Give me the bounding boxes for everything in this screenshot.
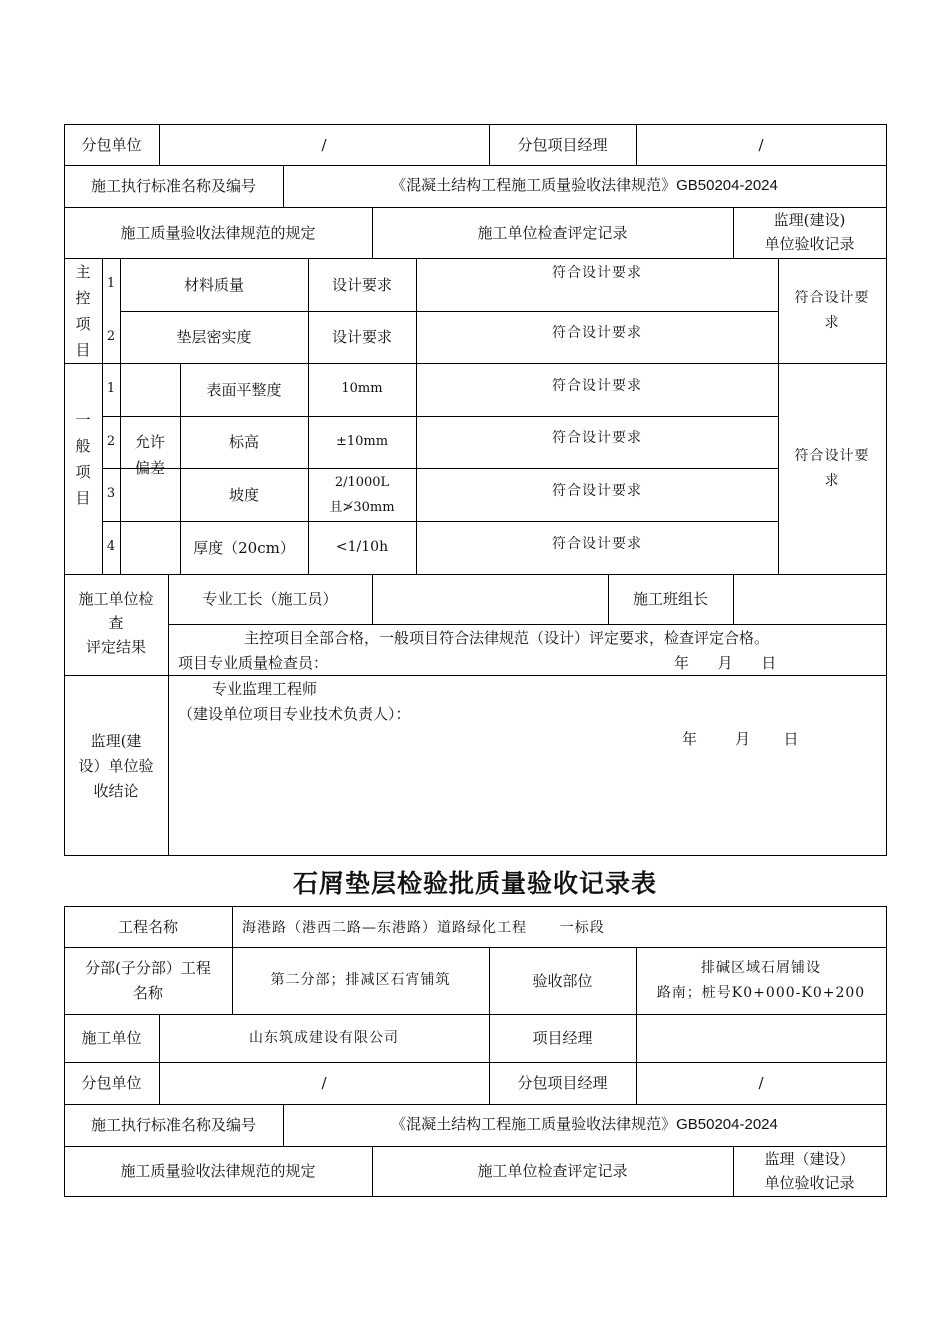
rule	[886, 906, 887, 1197]
date-1: 年 月 日	[674, 654, 777, 672]
main-item-req: 设计要求	[331, 328, 392, 346]
main-item-name: 垫层密实度	[176, 328, 252, 346]
date-2: 年 月 日	[682, 730, 799, 748]
rule	[886, 124, 887, 856]
check-result-label-line-1: 施工单位检	[78, 590, 154, 608]
tolerance-label	[120, 363, 180, 574]
general-item-no: 1	[106, 381, 116, 397]
header-record: 施工单位检查评定记录	[477, 1162, 628, 1180]
header-supervision-line-2: 单位验收记录	[764, 1174, 855, 1192]
general-item-record: 符合设计要求	[552, 483, 642, 499]
check-result-label-line-2: 查	[108, 614, 124, 632]
tolerance-label-line-2: 偏差	[134, 458, 165, 477]
general-items-label	[64, 363, 102, 574]
main-items-label	[64, 258, 102, 363]
general-item-no: 2	[106, 433, 116, 449]
general-items-label-char: 般	[75, 436, 91, 455]
main-item-no: 1	[106, 276, 116, 292]
main-supervision	[778, 286, 886, 336]
main-items-label-char: 主	[75, 262, 91, 281]
division-label	[64, 956, 232, 1006]
general-item-name: 表面平整度	[206, 380, 282, 399]
general-item-req: ±10mm	[335, 433, 389, 449]
construction-tech-lead: （建设单位项目专业技术负责人）：	[178, 705, 411, 723]
rule	[416, 258, 417, 574]
project-manager-value	[636, 1014, 886, 1062]
general-item-req: <1/10h	[335, 539, 389, 556]
general-item-name: 坡度	[228, 485, 259, 504]
general-items-label-char: 目	[75, 488, 91, 507]
acceptance-part-value-line-2: 路南；桩号K0+000-K0+200	[656, 985, 866, 1001]
check-result-label	[64, 587, 168, 659]
main-supervision-line-1: 符合设计要	[794, 290, 870, 306]
standard-label: 施工执行标准名称及编号	[90, 177, 256, 195]
standard-label: 施工执行标准名称及编号	[90, 1116, 256, 1134]
subcontract-manager-label: 分包项目经理	[517, 135, 608, 154]
main-items-label-char: 目	[75, 340, 91, 359]
general-item-req-line-2: 且≯30mm	[329, 500, 395, 515]
supervision-conclusion-label-line-1: 监理(建	[90, 732, 142, 750]
general-item-record: 符合设计要求	[552, 430, 642, 446]
general-supervision-line-2: 求	[824, 473, 840, 489]
standard-value: 《混凝土结构工程施工质量验收法律规范》GB50204-2024	[391, 177, 778, 194]
supervision-conclusion-label-line-2: 设）单位验	[78, 757, 154, 775]
subcontract-manager-value: /	[758, 135, 764, 154]
header-spec: 施工质量验收法律规范的规定	[120, 1162, 316, 1180]
subcontract-manager-value: /	[758, 1074, 764, 1092]
form-title: 石屑垫层检验批质量验收记录表	[292, 869, 657, 898]
acceptance-part-value	[636, 956, 886, 1006]
division-value: 第二分部；排减区石宵铺筑	[270, 972, 451, 989]
project-name-value: 海港路（港西二路—东港路）道路绿化工程 一标段	[242, 919, 605, 936]
subcontract-manager-label: 分包项目经理	[517, 1074, 608, 1092]
supervision-conclusion-label	[64, 729, 168, 804]
supervision-conclusion-label-line-3: 收结论	[93, 782, 139, 800]
general-item-name: 厚度（20cm）	[193, 538, 295, 557]
general-item-no: 4	[106, 539, 116, 555]
rule	[372, 574, 373, 624]
rule	[168, 624, 887, 625]
general-item-req: 10mm	[341, 381, 383, 397]
division-label-line-2: 名称	[132, 984, 163, 1002]
general-item-req-line-1: 2/1000L	[334, 475, 390, 490]
header-supervision-line-1: 监理（建设）	[764, 1150, 855, 1168]
main-item-req: 设计要求	[331, 275, 392, 294]
header-supervision-line-1: 监理(建设)	[773, 211, 846, 229]
subcontract-value: /	[321, 135, 327, 154]
tolerance-label-line-1: 允许	[134, 432, 165, 451]
subcontract-value: /	[321, 1074, 327, 1092]
header-supervision	[733, 207, 886, 258]
main-item-record: 符合设计要求	[552, 265, 642, 281]
contractor-label: 施工单位	[81, 1029, 142, 1047]
main-item-name: 材料质量	[183, 275, 244, 294]
general-supervision-line-1: 符合设计要	[794, 448, 870, 464]
general-item-record: 符合设计要求	[552, 536, 642, 552]
project-manager-label: 项目经理	[532, 1029, 593, 1047]
rule	[64, 1196, 887, 1197]
main-item-record: 符合设计要求	[552, 325, 642, 341]
header-supervision	[733, 1146, 886, 1196]
general-item-record: 符合设计要求	[552, 378, 642, 394]
main-item-no: 2	[106, 328, 116, 344]
general-supervision	[778, 444, 886, 494]
general-items-label-char: 项	[75, 462, 91, 481]
main-supervision-line-2: 求	[824, 315, 840, 331]
main-items-label-char: 项	[75, 314, 91, 333]
inspector-label: 项目专业质量检查员：	[178, 654, 329, 672]
contractor-value: 山东筑成建设有限公司	[249, 1029, 399, 1046]
rule	[733, 574, 734, 624]
subcontract-label: 分包单位	[81, 1074, 142, 1092]
main-items-label-char: 控	[75, 288, 91, 307]
acceptance-part-label: 验收部位	[532, 971, 593, 990]
acceptance-part-value-line-1: 排碱区域石屑铺设	[701, 960, 821, 976]
rule	[64, 855, 887, 856]
foreman-label: 专业工长（施工员）	[202, 590, 338, 608]
subcontract-label: 分包单位	[81, 135, 142, 154]
header-record: 施工单位检查评定记录	[477, 223, 628, 242]
general-item-no: 3	[106, 486, 116, 502]
division-label-line-1: 分部(子分部）工程	[85, 959, 211, 977]
check-conclusion: 主控项目全部合格，一般项目符合法律规范（设计）评定要求，检查评定合格。	[244, 629, 770, 647]
header-supervision-line-2: 单位验收记录	[764, 235, 855, 253]
rule	[64, 675, 887, 676]
general-item-name: 标高	[228, 433, 259, 451]
check-result-label-line-3: 评定结果	[85, 638, 146, 656]
team-leader-label: 施工班组长	[632, 590, 708, 608]
header-spec: 施工质量验收法律规范的规定	[120, 223, 316, 242]
standard-value: 《混凝土结构工程施工质量验收法律规范》GB50204-2024	[391, 1116, 778, 1133]
general-items-label-char: 一	[75, 410, 91, 429]
general-item-req	[308, 470, 416, 520]
supervision-engineer: 专业监理工程师	[212, 680, 318, 698]
project-name-label: 工程名称	[117, 917, 178, 936]
